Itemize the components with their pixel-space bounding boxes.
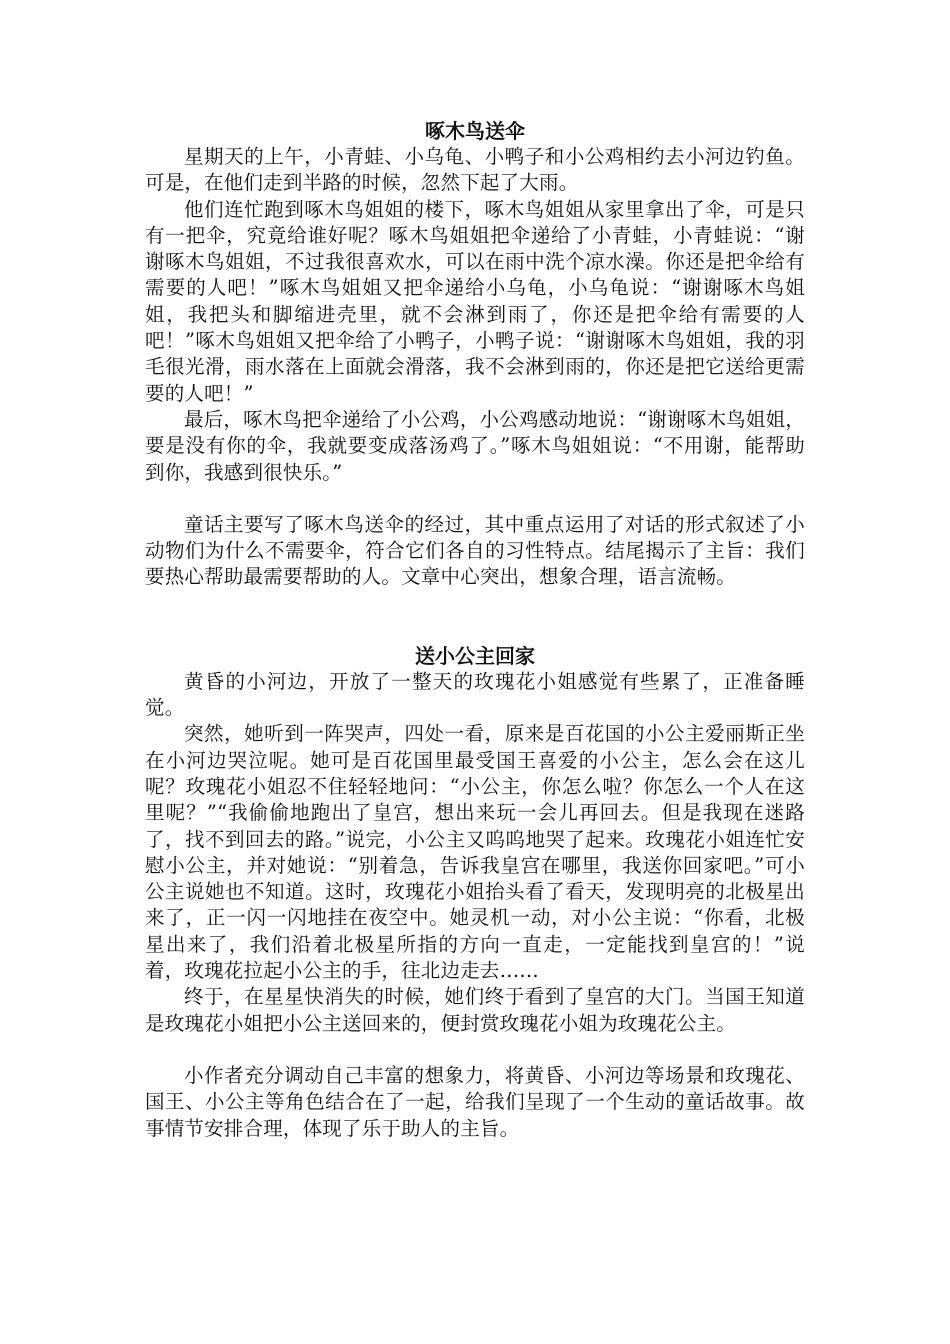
story-paragraph: 黄昏的小河边，开放了一整天的玫瑰花小姐感觉有些累了，正准备睡觉。 [145,669,805,720]
story-woodpecker-umbrella [145,118,805,591]
story-princess-home [145,643,805,1142]
story-commentary: 小作者充分调动自己丰富的想象力，将黄昏、小河边等场景和玫瑰花、国王、小公主等角色结合在了一起，给我们呈现了一个生动的童话故事。故事情节安排合理，体现了乐于助人的主旨。 [145,1063,805,1140]
story-title: 啄木鸟送伞 [425,119,525,143]
story-title: 送小公主回家 [415,643,535,668]
story-paragraph: 终于，在星星快消失的时候，她们终于看到了皇宫的大门。当国王知道是玫瑰花小姐把小公主送回来的，便封赏玫瑰花小姐为玫瑰花公主。 [145,985,805,1035]
document-page [145,118,805,1142]
story-commentary: 童话主要写了啄木鸟送伞的经过，其中重点运用了对话的形式叙述了小动物们为什么不需要伞，符合它们各自的习性特点。结尾揭示了主旨：我们要热心帮助最需要帮助的人。文章中心突出，想象合理，语言流畅。 [145,512,805,589]
story-paragraph: 最后，啄木鸟把伞递给了小公鸡，小公鸡感动地说：“谢谢啄木鸟姐姐，要是没有你的伞，我就要变成落汤鸡了。”啄木鸟姐姐说：“不用谢，能帮助到你，我感到很快乐。” [145,407,805,484]
story-paragraph: 他们连忙跑到啄木鸟姐姐的楼下，啄木鸟姐姐从家里拿出了伞，可是只有一把伞，究竟给谁好呢？啄木鸟姐姐把伞递给了小青蛙，小青蛙说：“谢谢啄木鸟姐姐，不过我很喜欢水，可以在雨中洗个凉水澡。你还是把伞给有需要的人吧！”啄木鸟姐姐又把伞递给小乌龟，小乌龟说：“谢谢啄木鸟姐姐，我把头和脚缩进壳里，就不会淋到雨了，你还是把伞给有需要的人吧！”啄木鸟姐姐又把伞给了小鸭子，小鸭子说：“谢谢啄木鸟姐姐，我的羽毛很光滑，雨水落在上面就会滑落，我不会淋到雨的，你还是把它送给更需要的人吧！” [145,197,805,405]
story-paragraph: 突然，她听到一阵哭声，四处一看，原来是百花国的小公主爱丽斯正坐在小河边哭泣呢。她可是百花国里最受国王喜爱的小公主，怎么会在这儿呢？玫瑰花小姐忍不住轻轻地问：“小公主，你怎么啦？你怎么一个人在这里呢？”“我偷偷地跑出了皇宫，想出来玩一会儿再回去。但是我现在迷路了，找不到回去的路。”说完，小公主又呜呜地哭了起来。玫瑰花小姐连忙安慰小公主，并对她说：“别着急，告诉我皇宫在哪里，我送你回家吧。”可小公主说她也不知道。这时，玫瑰花小姐抬头看了看天，发现明亮的北极星出来了，正一闪一闪地挂在夜空中。她灵机一动，对小公主说：“你看，北极星出来了，我们沿着北极星所指的方向一直走，一定能找到皇宫的！”说着，玫瑰花拉起小公主的手，往北边走去…… [145,722,805,983]
story-paragraph: 星期天的上午，小青蛙、小乌龟、小鸭子和小公鸡相约去小河边钓鱼。可是，在他们走到半路的时候，忽然下起了大雨。 [145,145,805,195]
